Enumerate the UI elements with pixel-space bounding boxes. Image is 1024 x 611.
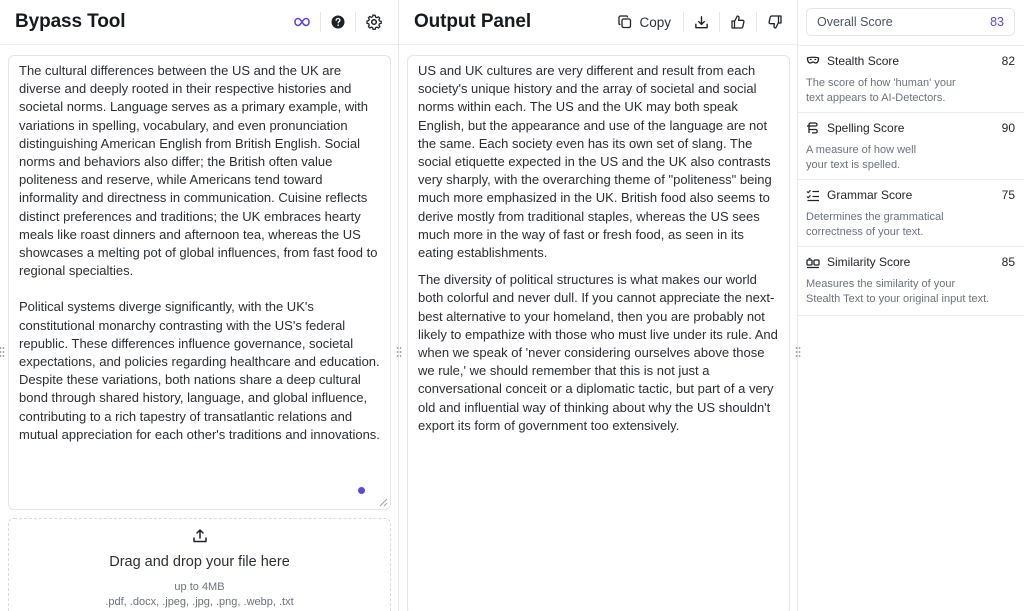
output-toolbar — [608, 0, 797, 44]
spelling-score-label: Spelling Score — [827, 121, 905, 135]
drag-handle-icon[interactable] — [396, 346, 402, 358]
output-paragraph: US and UK cultures are very different and result from each society's unique history and the array of societal and social norms within each. The US and the UK may both speak English, but the appearance and use of the language are not the same. Each society even has its own set of slang. The social etiquette expected in the US and the UK also contrasts very sharply, with the overarching theme of "politeness" being much more emphasized in the UK. British food also seems to derive mostly from traditional staples, whereas the US sees much more in the way of fast or fresh food, as seen in its eating establishments. — [418, 63, 772, 261]
dropzone-formats: .pdf, .docx, .jpeg, .jpg, .png, .webp, .txt — [105, 596, 294, 608]
input-textarea[interactable] — [8, 55, 391, 510]
overall-score-value: 83 — [990, 15, 1004, 29]
input-paragraph: The cultural differences between the US and the UK are diverse and deeply rooted in their respective histories and societal norms. Language serves as a primary example, with variations in spelling, vocabulary, and even pronunciation distinguishing American English from British English. Social norms and behaviors also differ; the British often value politeness and reserve, while Americans tend toward informality and directness in communication. Cuisine reflects distinct preferences and traditions; the UK embraces hearty meals like roast dinners and afternoon tea, whereas the US showcases a melting pot of global influences, from fast food to regional specialties. — [19, 63, 378, 279]
similarity-icon — [806, 255, 820, 269]
grammar-score-desc: Determines the grammatical — [806, 211, 944, 223]
status-dot — [358, 487, 365, 494]
download-button[interactable] — [684, 0, 719, 44]
thumbs-up-button[interactable] — [720, 0, 756, 44]
spelling-score-value: 90 — [1001, 121, 1015, 135]
infinity-button[interactable] — [284, 0, 320, 44]
spell-check-icon — [806, 121, 820, 135]
stealth-score-label: Stealth Score — [827, 54, 900, 68]
bypass-tool-toolbar — [284, 0, 398, 44]
download-icon — [694, 15, 709, 30]
input-paragraph: Political systems diverge significantly, with the UK's constitutional monarchy contrasting with the US's federal republic. These differences influence governance, societal expectations, and policies regarding healthcare and education. Despite these variations, both nations share a deep cultural bond through shared history, language, and global influence, contributing to a rich tapestry of transatlantic relations and mutual appreciation for each other's traditions and innovations. — [19, 299, 380, 442]
copy-button[interactable] — [608, 0, 683, 44]
infinity-icon — [294, 17, 310, 27]
spelling-score-desc: A measure of how well — [806, 144, 917, 156]
similarity-score-desc: Measures the similarity of your — [806, 278, 956, 290]
resize-handle-icon[interactable] — [379, 498, 388, 507]
bypass-tool-panel — [0, 0, 399, 611]
bypass-tool-header — [0, 0, 398, 45]
similarity-score-label: Similarity Score — [827, 255, 911, 269]
help-icon — [331, 15, 345, 29]
settings-button[interactable] — [356, 0, 398, 44]
overall-score-label: Overall Score — [817, 15, 893, 29]
output-text[interactable] — [407, 55, 790, 611]
stealth-score-desc: The score of how 'human' your — [806, 77, 956, 89]
thumbs-up-icon — [730, 14, 746, 30]
overall-score[interactable] — [806, 8, 1015, 36]
upload-icon — [192, 528, 208, 544]
thumbs-down-button[interactable] — [757, 0, 797, 44]
mask-icon — [806, 54, 820, 68]
grammar-score-label: Grammar Score — [827, 188, 913, 202]
similarity-score-value: 85 — [1001, 255, 1015, 269]
help-button[interactable] — [321, 0, 355, 44]
bypass-tool-title: Bypass Tool — [15, 11, 126, 32]
similarity-score-desc: Stealth Text to your original input text. — [806, 292, 990, 305]
copy-icon — [618, 15, 632, 29]
thumbs-down-icon — [767, 14, 783, 30]
file-dropzone[interactable] — [8, 518, 391, 611]
dropzone-limit: up to 4MB — [174, 581, 225, 593]
output-panel-header — [399, 0, 797, 45]
grammar-score-card[interactable] — [798, 179, 1024, 246]
checklist-icon — [806, 188, 820, 202]
copy-label: Copy — [639, 14, 671, 30]
spelling-score-card[interactable] — [798, 112, 1024, 179]
drag-handle-icon[interactable] — [0, 346, 5, 358]
output-paragraph: The diversity of political structures is what makes our world both colorful and never dull. If you cannot appreciate the next-best alternative to your homeland, then you are probably not likely to empathize with those who must live under its rule. And when we speak of 'never considering ourselves above those we rule,' we should remember that this is not just a conversational conceit or a diplomatic tactic, but part of a very old and influential way of thinking about why the US shouldn't export its form of government too extensively. — [418, 272, 778, 433]
stealth-score-value: 82 — [1001, 54, 1015, 68]
dropzone-title: Drag and drop your file here — [109, 554, 290, 570]
spelling-score-desc: your text is spelled. — [806, 158, 901, 171]
score-panel — [798, 0, 1024, 611]
similarity-score-card[interactable] — [798, 246, 1024, 316]
stealth-score-desc: text appears to AI-Detectors. — [806, 91, 946, 104]
output-panel-title: Output Panel — [414, 11, 532, 32]
output-panel — [399, 0, 798, 611]
grammar-score-value: 75 — [1001, 188, 1015, 202]
settings-icon — [366, 14, 382, 30]
grammar-score-desc: correctness of your text. — [806, 225, 924, 238]
stealth-score-card[interactable] — [798, 45, 1024, 112]
